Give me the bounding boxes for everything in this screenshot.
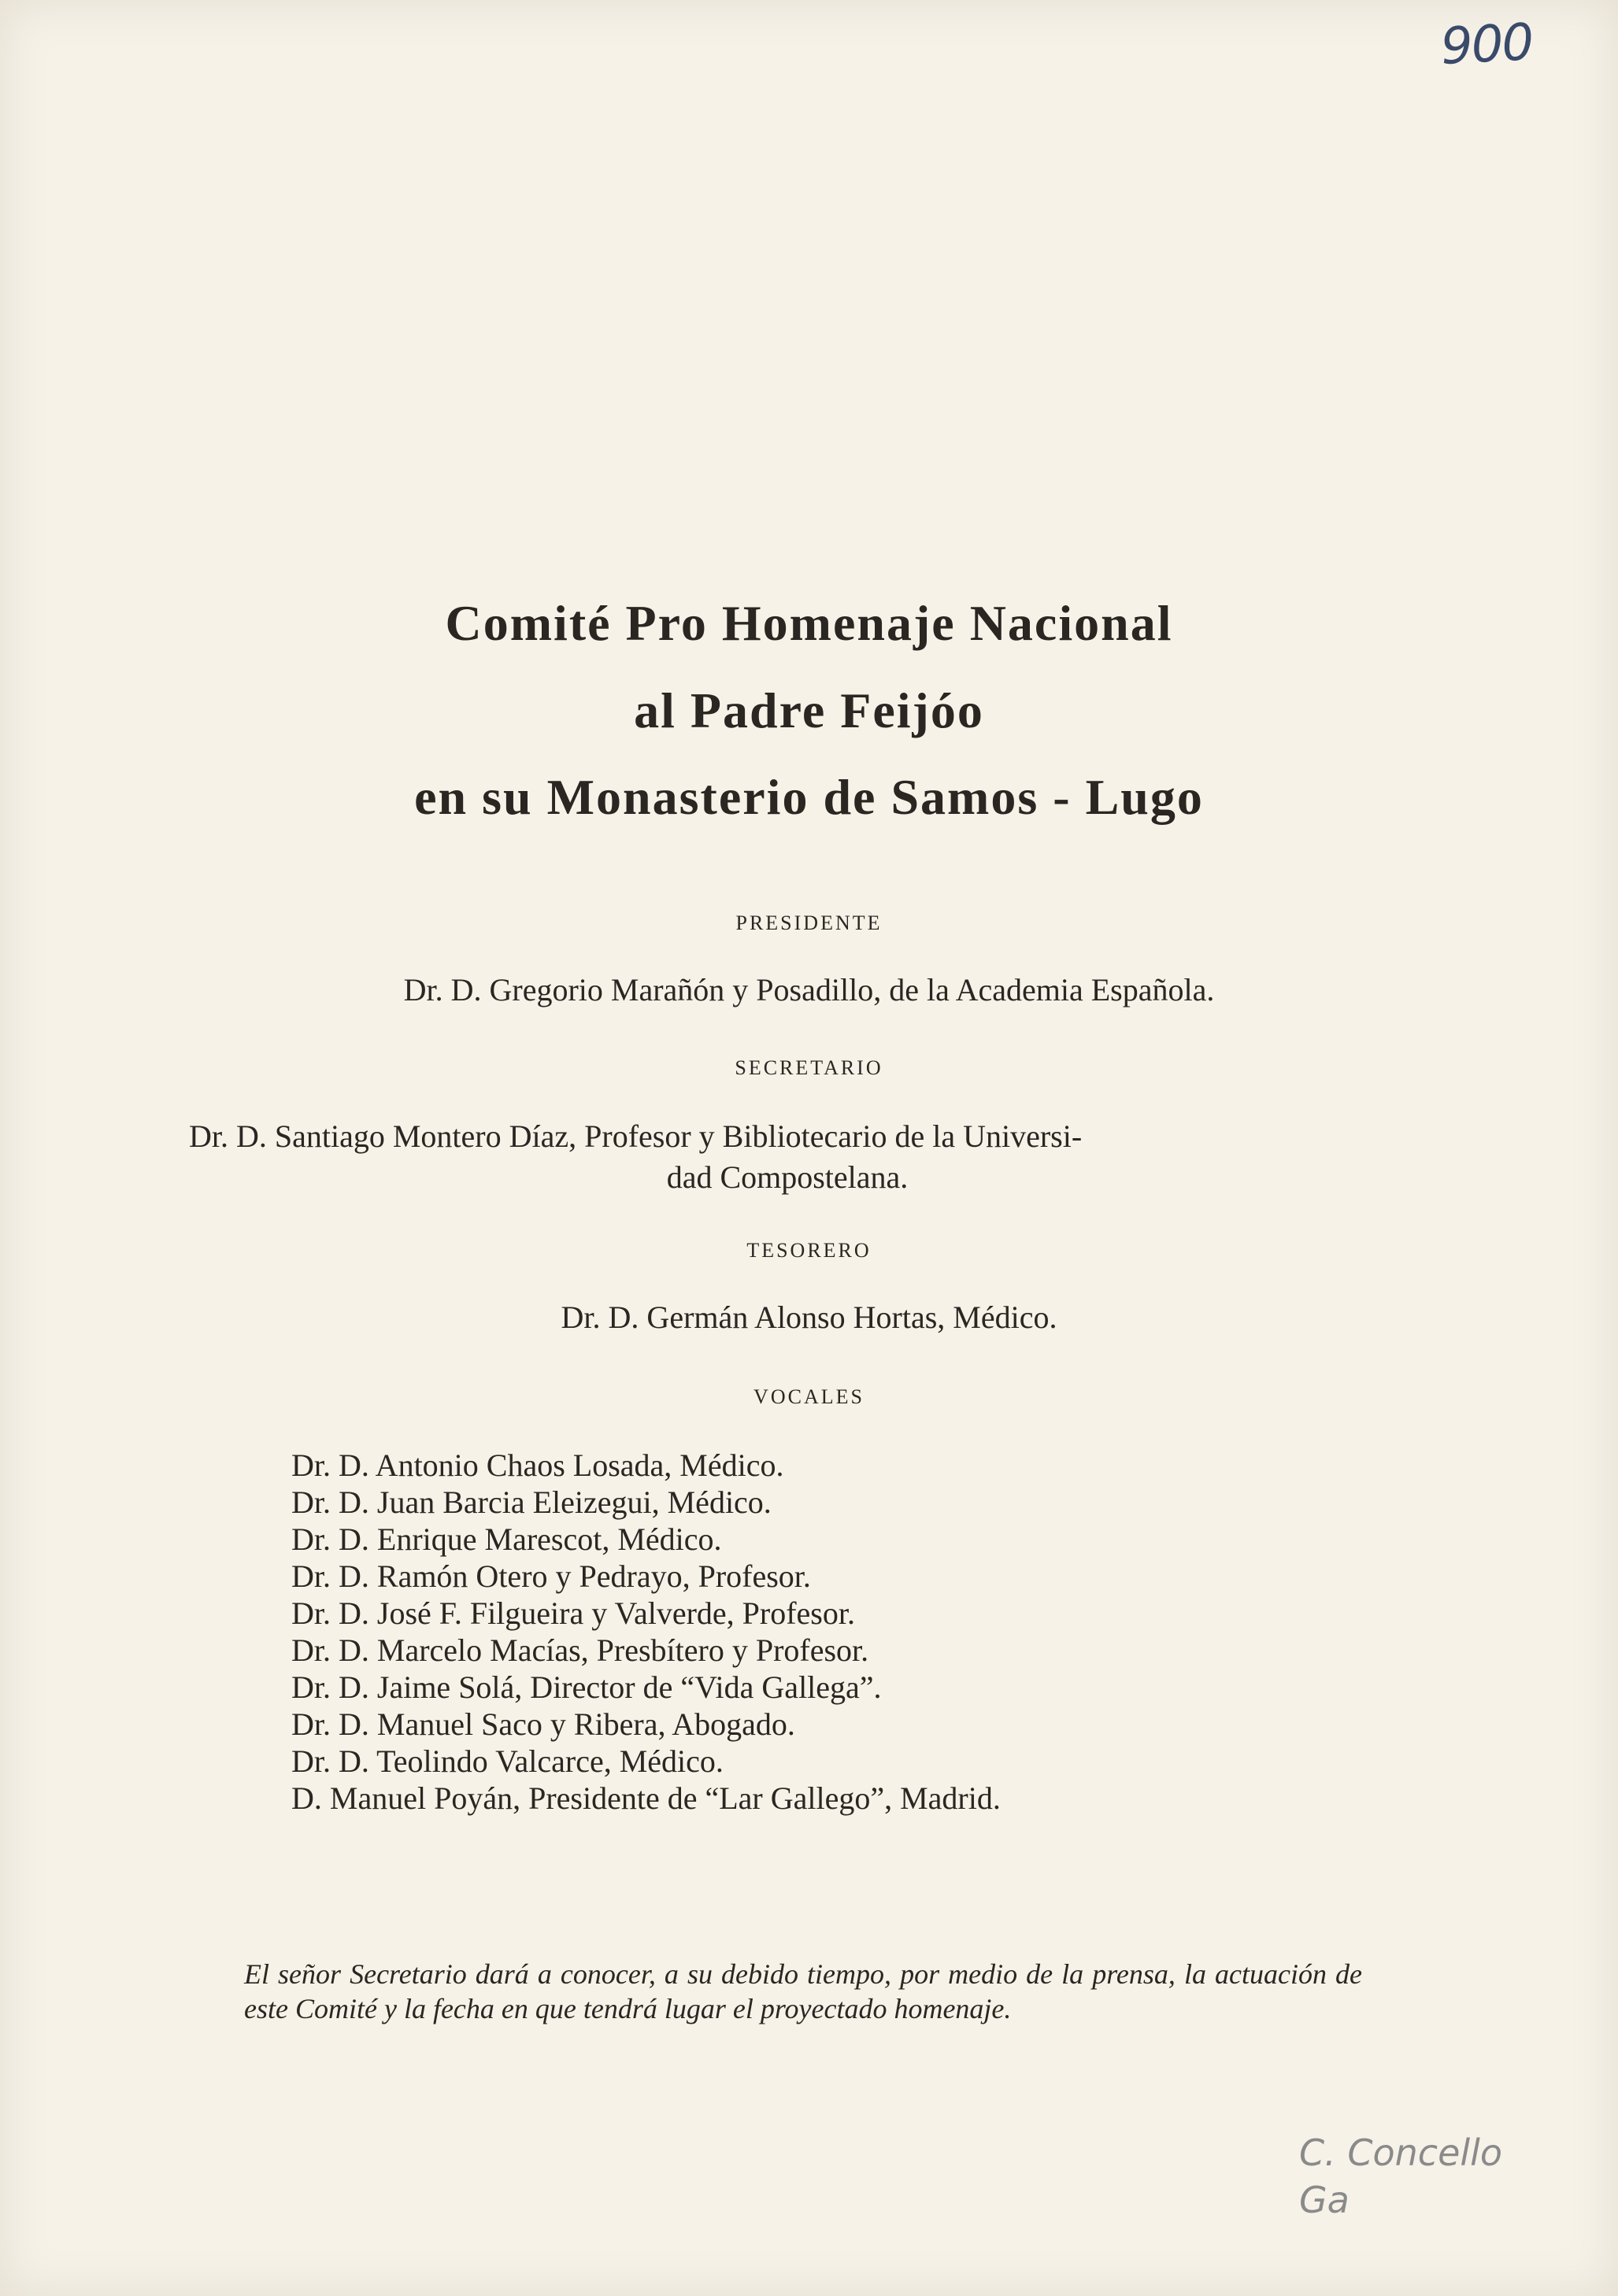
handwritten-annotation: [1299, 2129, 1502, 2224]
closing-note: El señor Secretario dará a conocer, a su debido tiempo, por medio de la prensa, la actuación de este Comité y la fecha en que tendrá lugar el proyectado homenaje.: [244, 1958, 1362, 2024]
handwritten-line-1: C. Concello: [1299, 2131, 1503, 2174]
handwritten-line-2: Ga: [1299, 2179, 1350, 2221]
secretary-name-line-1: Dr. D. Santiago Montero Díaz, Profesor y Bibliotecario de la Universi-: [189, 1118, 1083, 1154]
title-line-3: en su Monasterio de Samos - Lugo: [414, 769, 1204, 825]
vocal-member: Dr. D. Teolindo Valcarce, Médico.: [291, 1743, 724, 1779]
president-name: Dr. D. Gregorio Marañón y Posadillo, de la Academia Española.: [403, 972, 1215, 1008]
vocal-member: Dr. D. Jaime Solá, Director de “Vida Gallega”.: [291, 1669, 882, 1705]
secretary-name: [189, 1116, 1386, 1198]
secretary-role: SECRETARIO: [735, 1056, 883, 1079]
vocal-member: Dr. D. José F. Filgueira y Valverde, Profesor.: [291, 1595, 855, 1631]
vocal-member: Dr. D. Antonio Chaos Losada, Médico.: [291, 1447, 784, 1483]
title-line-1: Comité Pro Homenaje Nacional: [445, 595, 1173, 651]
vocal-member: Dr. D. Manuel Saco y Ribera, Abogado.: [291, 1706, 795, 1742]
vocal-member: Dr. D. Ramón Otero y Pedrayo, Profesor.: [291, 1558, 811, 1594]
vocal-member: D. Manuel Poyán, Presidente de “Lar Gallego”, Madrid.: [291, 1780, 1001, 1816]
vocal-member: Dr. D. Juan Barcia Eleizegui, Médico.: [291, 1484, 772, 1520]
treasurer-name: Dr. D. Germán Alonso Hortas, Médico.: [561, 1300, 1057, 1335]
secretary-name-line-2: dad Compostelana.: [666, 1159, 909, 1195]
vocal-member: Dr. D. Marcelo Macías, Presbítero y Profesor.: [291, 1632, 869, 1668]
title-line-2: al Padre Feijóo: [634, 682, 984, 738]
vocal-member: Dr. D. Enrique Marescot, Médico.: [291, 1521, 722, 1557]
page-number: 900: [1439, 13, 1535, 76]
president-role: PRESIDENTE: [735, 911, 883, 934]
vocales-list: [291, 1447, 1001, 1817]
vocales-role: VOCALES: [753, 1385, 865, 1408]
treasurer-role: TESORERO: [746, 1239, 872, 1262]
